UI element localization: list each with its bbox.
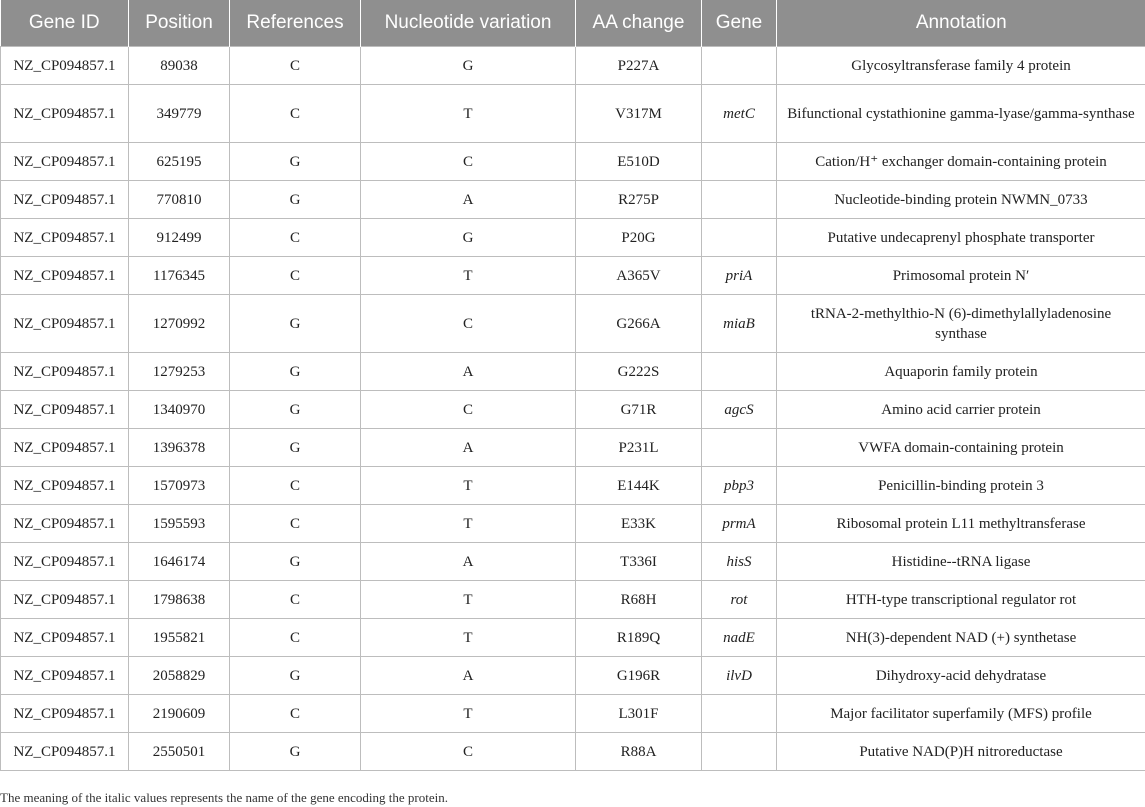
cell-gene — [702, 181, 777, 219]
table-row — [1, 353, 1145, 391]
table-row — [1, 85, 1145, 143]
cell-nucleotide-variation: T — [361, 581, 576, 619]
cell-gene-id: NZ_CP094857.1 — [1, 85, 129, 143]
cell-aa-change: G266A — [576, 295, 702, 353]
cell-nucleotide-variation: G — [361, 47, 576, 85]
cell-reference: C — [230, 219, 361, 257]
cell-aa-change: R88A — [576, 733, 702, 771]
cell-aa-change: V317M — [576, 85, 702, 143]
cell-reference: C — [230, 85, 361, 143]
cell-gene — [702, 733, 777, 771]
cell-nucleotide-variation: C — [361, 143, 576, 181]
cell-annotation: Dihydroxy-acid dehydratase — [777, 657, 1145, 695]
cell-reference: G — [230, 391, 361, 429]
table-header — [1, 0, 1145, 47]
cell-reference: C — [230, 619, 361, 657]
cell-reference: C — [230, 505, 361, 543]
cell-gene-id: NZ_CP094857.1 — [1, 543, 129, 581]
cell-gene: hisS — [702, 543, 777, 581]
cell-aa-change: P20G — [576, 219, 702, 257]
cell-aa-change: E144K — [576, 467, 702, 505]
cell-nucleotide-variation: G — [361, 219, 576, 257]
table-row — [1, 47, 1145, 85]
table-row — [1, 695, 1145, 733]
cell-nucleotide-variation: A — [361, 657, 576, 695]
col-header-annotation: Annotation — [777, 0, 1145, 47]
table-row — [1, 505, 1145, 543]
col-header-references: References — [230, 0, 361, 47]
cell-position: 1646174 — [129, 543, 230, 581]
cell-gene-id: NZ_CP094857.1 — [1, 581, 129, 619]
cell-nucleotide-variation: T — [361, 467, 576, 505]
cell-gene-id: NZ_CP094857.1 — [1, 47, 129, 85]
cell-reference: G — [230, 295, 361, 353]
cell-annotation: HTH-type transcriptional regulator rot — [777, 581, 1145, 619]
table-row — [1, 143, 1145, 181]
cell-nucleotide-variation: C — [361, 733, 576, 771]
table-row — [1, 429, 1145, 467]
cell-gene — [702, 429, 777, 467]
cell-reference: G — [230, 543, 361, 581]
cell-position: 770810 — [129, 181, 230, 219]
cell-gene: agcS — [702, 391, 777, 429]
cell-annotation: Ribosomal protein L11 methyltransferase — [777, 505, 1145, 543]
cell-gene-id: NZ_CP094857.1 — [1, 733, 129, 771]
table-row — [1, 619, 1145, 657]
cell-gene: rot — [702, 581, 777, 619]
cell-annotation: VWFA domain-containing protein — [777, 429, 1145, 467]
table-row — [1, 295, 1145, 353]
cell-gene — [702, 353, 777, 391]
cell-position: 2550501 — [129, 733, 230, 771]
cell-gene-id: NZ_CP094857.1 — [1, 467, 129, 505]
cell-aa-change: G71R — [576, 391, 702, 429]
cell-gene: prmA — [702, 505, 777, 543]
table-row — [1, 657, 1145, 695]
cell-gene — [702, 47, 777, 85]
cell-aa-change: P227A — [576, 47, 702, 85]
cell-gene: nadE — [702, 619, 777, 657]
cell-gene — [702, 219, 777, 257]
cell-annotation: Penicillin-binding protein 3 — [777, 467, 1145, 505]
cell-gene-id: NZ_CP094857.1 — [1, 505, 129, 543]
cell-position: 1570973 — [129, 467, 230, 505]
cell-gene-id: NZ_CP094857.1 — [1, 657, 129, 695]
cell-reference: G — [230, 429, 361, 467]
table-row — [1, 581, 1145, 619]
cell-position: 1595593 — [129, 505, 230, 543]
cell-reference: C — [230, 47, 361, 85]
col-header-nucleotide-variation: Nucleotide variation — [361, 0, 576, 47]
cell-position: 1798638 — [129, 581, 230, 619]
cell-annotation: Putative undecaprenyl phosphate transporter — [777, 219, 1145, 257]
cell-reference: G — [230, 143, 361, 181]
cell-nucleotide-variation: A — [361, 353, 576, 391]
table-row — [1, 543, 1145, 581]
table-footnote: The meaning of the italic values represents the name of the gene encoding the protein. — [0, 790, 448, 805]
cell-aa-change: A365V — [576, 257, 702, 295]
cell-position: 625195 — [129, 143, 230, 181]
cell-nucleotide-variation: C — [361, 391, 576, 429]
cell-reference: C — [230, 257, 361, 295]
cell-annotation: NH(3)-dependent NAD (+) synthetase — [777, 619, 1145, 657]
cell-position: 1279253 — [129, 353, 230, 391]
cell-annotation: Histidine--tRNA ligase — [777, 543, 1145, 581]
cell-gene-id: NZ_CP094857.1 — [1, 143, 129, 181]
cell-nucleotide-variation: A — [361, 429, 576, 467]
cell-aa-change: R68H — [576, 581, 702, 619]
cell-aa-change: R275P — [576, 181, 702, 219]
cell-annotation: Putative NAD(P)H nitroreductase — [777, 733, 1145, 771]
cell-gene: pbp3 — [702, 467, 777, 505]
cell-gene-id: NZ_CP094857.1 — [1, 181, 129, 219]
cell-gene-id: NZ_CP094857.1 — [1, 219, 129, 257]
cell-gene-id: NZ_CP094857.1 — [1, 295, 129, 353]
cell-position: 912499 — [129, 219, 230, 257]
cell-aa-change: E33K — [576, 505, 702, 543]
cell-gene-id: NZ_CP094857.1 — [1, 619, 129, 657]
cell-position: 2190609 — [129, 695, 230, 733]
cell-aa-change: T336I — [576, 543, 702, 581]
table-row — [1, 219, 1145, 257]
col-header-gene: Gene — [702, 0, 777, 47]
cell-position: 89038 — [129, 47, 230, 85]
cell-gene-id: NZ_CP094857.1 — [1, 353, 129, 391]
cell-nucleotide-variation: T — [361, 505, 576, 543]
cell-aa-change: P231L — [576, 429, 702, 467]
cell-gene — [702, 143, 777, 181]
cell-reference: C — [230, 695, 361, 733]
cell-reference: G — [230, 657, 361, 695]
cell-position: 1176345 — [129, 257, 230, 295]
cell-nucleotide-variation: C — [361, 295, 576, 353]
cell-aa-change: R189Q — [576, 619, 702, 657]
cell-gene: ilvD — [702, 657, 777, 695]
cell-annotation: Primosomal protein N′ — [777, 257, 1145, 295]
table-row — [1, 257, 1145, 295]
col-header-position: Position — [129, 0, 230, 47]
table-row — [1, 733, 1145, 771]
cell-position: 1270992 — [129, 295, 230, 353]
cell-aa-change: L301F — [576, 695, 702, 733]
col-header-aa-change: AA change — [576, 0, 702, 47]
cell-nucleotide-variation: T — [361, 85, 576, 143]
cell-nucleotide-variation: T — [361, 257, 576, 295]
cell-annotation: Aquaporin family protein — [777, 353, 1145, 391]
cell-reference: G — [230, 733, 361, 771]
cell-annotation: Major facilitator superfamily (MFS) profile — [777, 695, 1145, 733]
cell-annotation: Bifunctional cystathionine gamma-lyase/gamma-synthase — [777, 85, 1145, 143]
cell-gene-id: NZ_CP094857.1 — [1, 391, 129, 429]
table-row — [1, 181, 1145, 219]
cell-gene: metC — [702, 85, 777, 143]
cell-gene-id: NZ_CP094857.1 — [1, 695, 129, 733]
table-row — [1, 467, 1145, 505]
cell-annotation: Glycosyltransferase family 4 protein — [777, 47, 1145, 85]
cell-gene — [702, 695, 777, 733]
cell-reference: C — [230, 581, 361, 619]
cell-gene-id: NZ_CP094857.1 — [1, 257, 129, 295]
cell-gene: miaB — [702, 295, 777, 353]
cell-reference: G — [230, 181, 361, 219]
cell-annotation: Cation/H⁺ exchanger domain-containing protein — [777, 143, 1145, 181]
cell-position: 1396378 — [129, 429, 230, 467]
col-header-gene-id: Gene ID — [1, 0, 129, 47]
cell-gene-id: NZ_CP094857.1 — [1, 429, 129, 467]
cell-aa-change: G222S — [576, 353, 702, 391]
cell-position: 1955821 — [129, 619, 230, 657]
cell-position: 349779 — [129, 85, 230, 143]
cell-reference: G — [230, 353, 361, 391]
cell-annotation: Nucleotide-binding protein NWMN_0733 — [777, 181, 1145, 219]
table-row — [1, 391, 1145, 429]
cell-position: 2058829 — [129, 657, 230, 695]
cell-position: 1340970 — [129, 391, 230, 429]
cell-nucleotide-variation: T — [361, 619, 576, 657]
cell-reference: C — [230, 467, 361, 505]
table-body — [1, 47, 1145, 771]
cell-gene: priA — [702, 257, 777, 295]
cell-aa-change: G196R — [576, 657, 702, 695]
cell-nucleotide-variation: T — [361, 695, 576, 733]
cell-annotation: tRNA-2-methylthio-N (6)-dimethylallyladenosine synthase — [777, 295, 1145, 353]
cell-nucleotide-variation: A — [361, 181, 576, 219]
cell-aa-change: E510D — [576, 143, 702, 181]
cell-nucleotide-variation: A — [361, 543, 576, 581]
cell-annotation: Amino acid carrier protein — [777, 391, 1145, 429]
